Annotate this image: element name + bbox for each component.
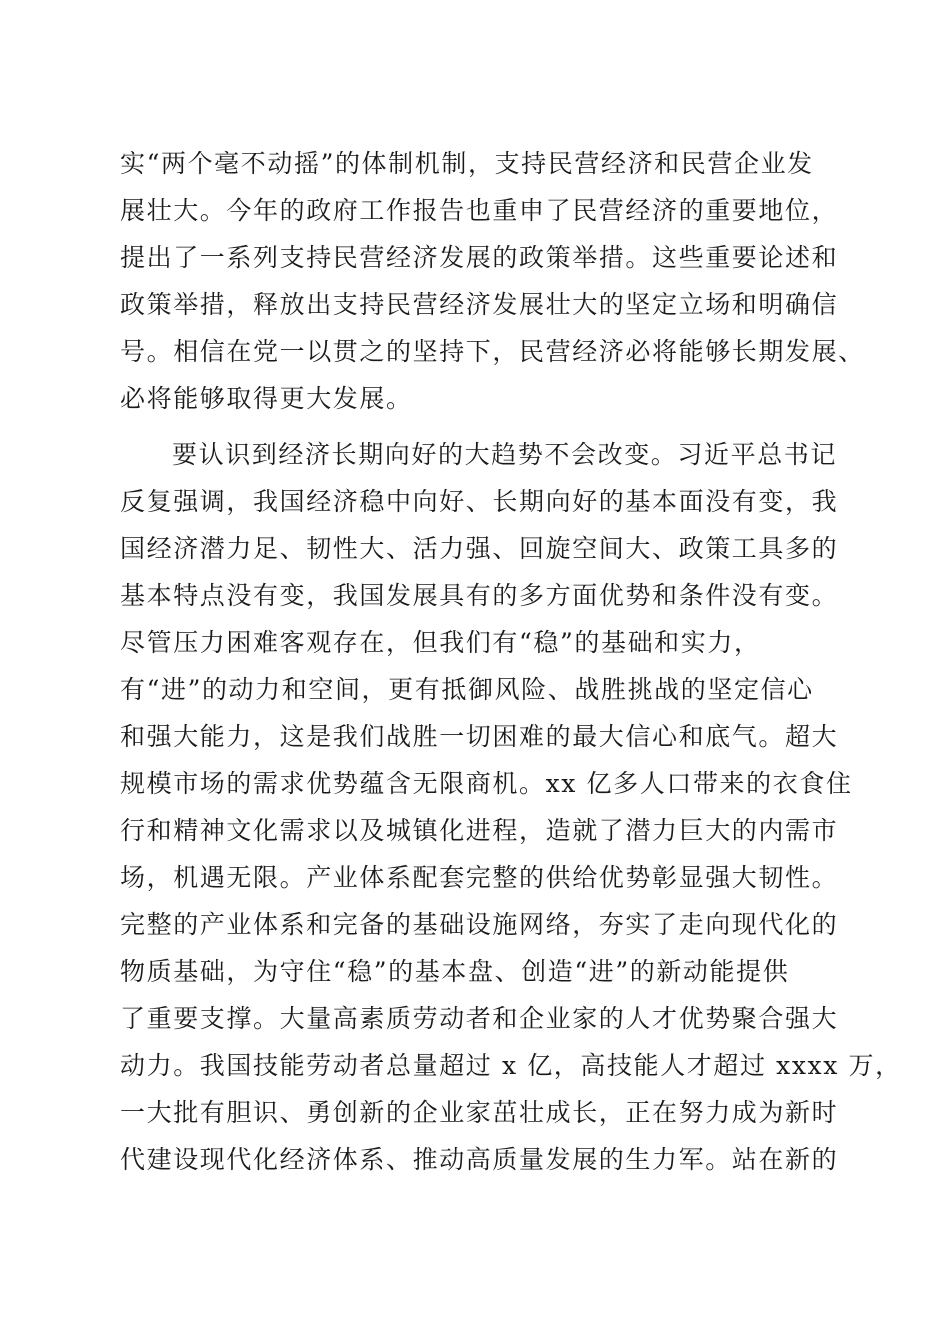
text-line: 反复强调，我国经济稳中向好、长期向好的基本面没有变，我 [120,487,839,516]
text-line: 国经济潜力足、韧性大、活力强、回旋空间大、政策工具多的 [120,534,839,563]
text-line: 和强大能力，这是我们战胜一切困难的最大信心和底气。超大 [120,722,839,751]
text-line: 了重要支撑。大量高素质劳动者和企业家的人才优势聚合强大 [120,1004,839,1033]
text-line: 展壮大。今年的政府工作报告也重申了民营经济的重要地位， [120,196,839,225]
text-line: 物质基础，为守住“稳”的基本盘、创造“进”的新动能提供 [120,957,790,986]
text-line: 基本特点没有变，我国发展具有的多方面优势和条件没有变。 [120,581,839,610]
text-line: 号。相信在党一以贯之的坚持下，民营经济必将能够长期发展、 [120,337,865,366]
text-line: 尽管压力困难客观存在，但我们有“稳”的基础和实力， [120,628,761,657]
text-line: 政策举措，释放出支持民营经济发展壮大的坚定立场和明确信 [120,290,839,319]
paragraph-1 [120,140,865,422]
text-line: 规模市场的需求优势蕴含无限商机。xx 亿多人口带来的衣食住 [120,769,853,798]
text-line: 动力。我国技能劳动者总量超过 x 亿，高技能人才超过 xxxx 万， [120,1051,902,1080]
text-line: 有“进”的动力和空间，更有抵御风险、战胜挑战的坚定信心 [120,675,814,704]
text-line: 实“两个毫不动摇”的体制机制，支持民营经济和民营企业发 [120,149,814,178]
text-line: 一大批有胆识、勇创新的企业家茁壮成长，正在努力成为新时 [120,1098,839,1127]
text-line: 行和精神文化需求以及城镇化进程，造就了潜力巨大的内需市 [120,816,839,845]
text-line: 场，机遇无限。产业体系配套完整的供给优势彰显强大韧性。 [120,863,839,892]
paragraph-spacer [120,422,840,431]
document-body [120,140,902,1183]
text-line-first-indented: 要认识到经济长期向好的大趋势不会改变。习近平总书记 [172,440,838,469]
text-line: 必将能够取得更大发展。 [120,384,413,413]
text-line: 提出了一系列支持民营经济发展的政策举措。这些重要论述和 [120,243,839,272]
paragraph-2 [120,431,902,1183]
text-line: 完整的产业体系和完备的基础设施网络，夯实了走向现代化的 [120,910,839,939]
text-line: 代建设现代化经济体系、推动高质量发展的生力军。站在新的 [120,1145,839,1174]
